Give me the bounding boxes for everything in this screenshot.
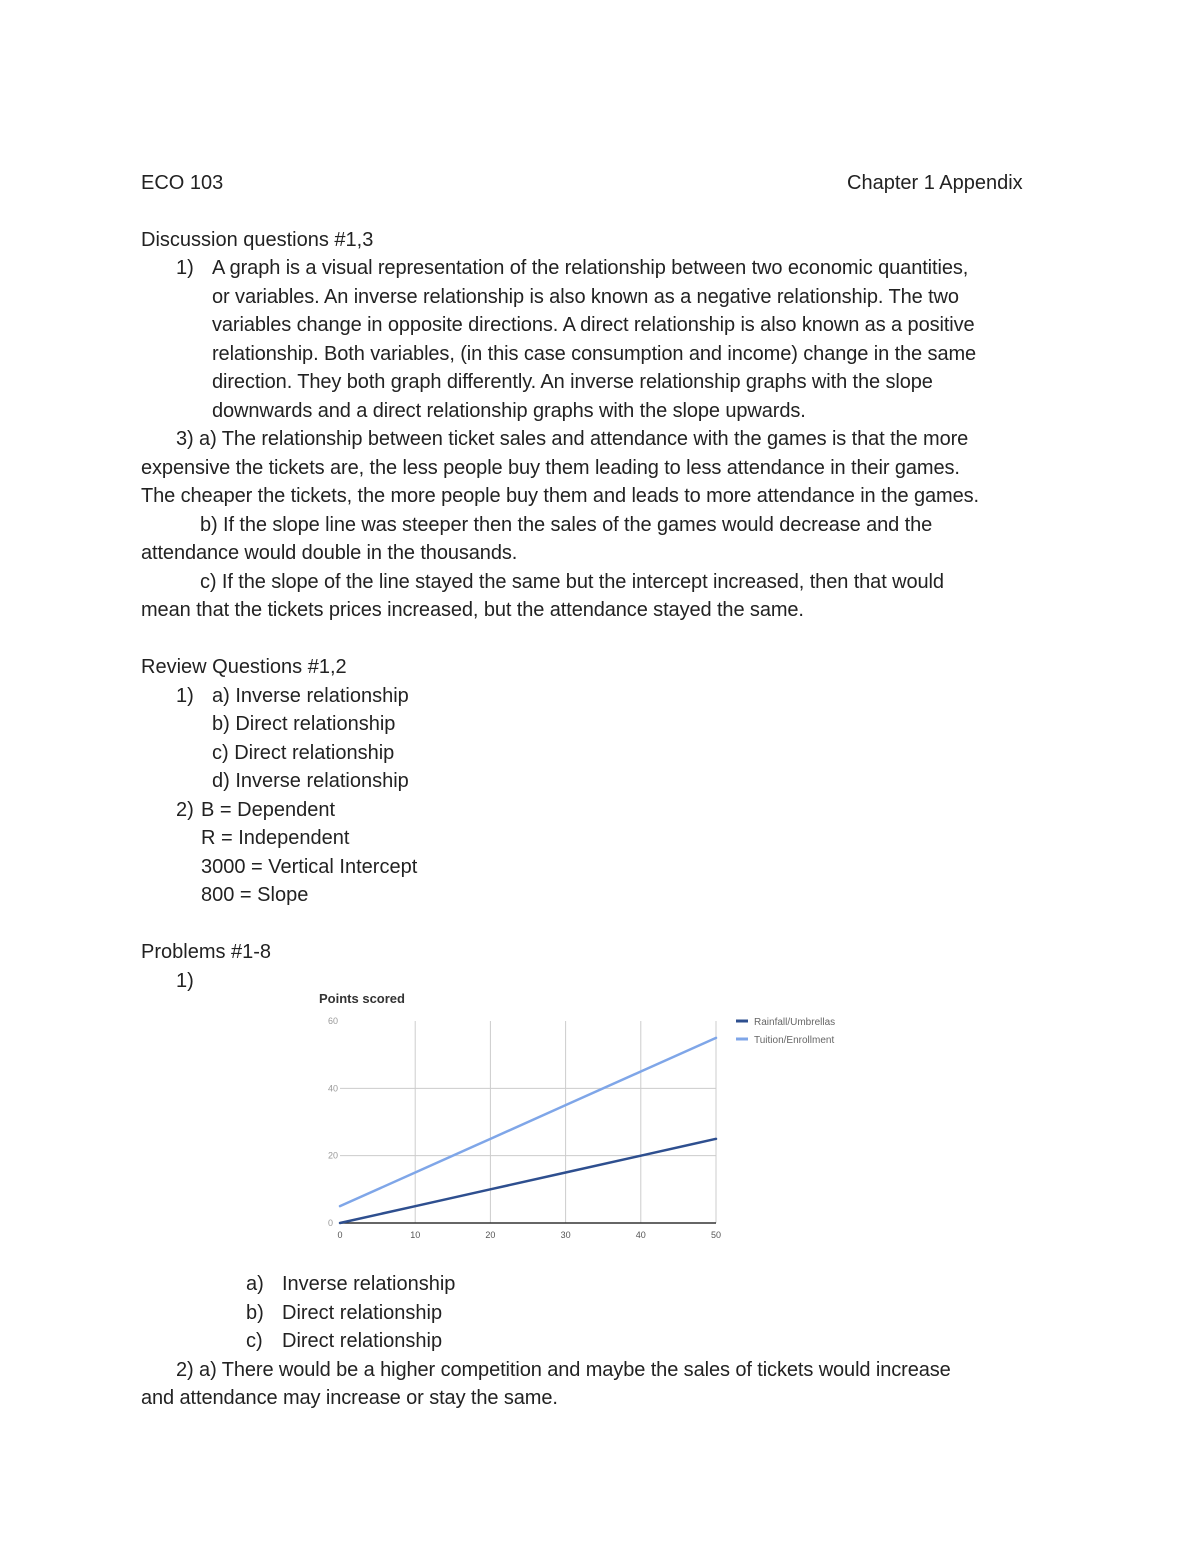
- p1-answer-text: Direct relationship: [282, 1302, 443, 1324]
- chart-x-tick-label: 0: [337, 1230, 343, 1240]
- p1-answer-marker: b): [246, 1302, 264, 1324]
- chart-legend-label: Tuition/Enrollment: [754, 1035, 835, 1046]
- review-q2-item: 800 = Slope: [201, 884, 309, 906]
- problems-p1-marker: 1): [176, 970, 194, 992]
- p1-answer-text: Direct relationship: [282, 1330, 443, 1352]
- p1-answer-text: Inverse relationship: [282, 1273, 456, 1295]
- chart-x-tick-label: 50: [710, 1230, 722, 1240]
- chart-x-tick-label: 20: [485, 1230, 496, 1240]
- chart-y-tick-label: 0: [328, 1218, 334, 1228]
- problems-p2-line: and attendance may increase or stay the same.: [141, 1387, 558, 1409]
- discussion-q1-line: A graph is a visual representation of the relationship between two economic quantities,: [212, 257, 969, 279]
- review-q2-item: R = Independent: [201, 827, 350, 849]
- p1-answer-marker: c): [246, 1330, 263, 1352]
- problems-heading: Problems #1-8: [141, 941, 272, 963]
- chapter-title: Chapter 1 Appendix: [847, 172, 1023, 194]
- discussion-q3b-line: b) If the slope line was steeper then the sales of the games would decrease and the: [200, 514, 933, 536]
- problems-p2-line: 2) a) There would be a higher competition and maybe the sales of tickets would increase: [176, 1359, 951, 1381]
- points-scored-chart: [310, 985, 870, 1245]
- discussion-q1-line: direction. They both graph differently. An inverse relationship graphs with the slope: [212, 371, 933, 393]
- review-q1-item: b) Direct relationship: [212, 713, 396, 735]
- review-q2-item: B = Dependent: [201, 799, 335, 821]
- chart-y-tick-label: 40: [328, 1083, 339, 1094]
- discussion-q1-line: variables change in opposite directions. A direct relationship is also known as a positive: [212, 314, 975, 336]
- review-heading: Review Questions #1,2: [141, 656, 347, 678]
- chart-title: Points scored: [319, 991, 405, 1006]
- chart-y-tick-label: 60: [328, 1016, 339, 1026]
- review-q1-item: d) Inverse relationship: [212, 770, 409, 792]
- p1-answer-marker: a): [246, 1273, 264, 1295]
- chart-x-tick-label: 40: [635, 1230, 646, 1240]
- discussion-q3c-line: mean that the tickets prices increased, but the attendance stayed the same.: [141, 599, 804, 621]
- chart-y-tick-label: 20: [328, 1150, 339, 1161]
- discussion-q3a-line: 3) a) The relationship between ticket sales and attendance with the games is that the more: [176, 428, 969, 450]
- course-code: ECO 103: [141, 172, 224, 194]
- review-q2-item: 3000 = Vertical Intercept: [201, 856, 418, 878]
- chart-x-tick-label: 10: [410, 1230, 421, 1240]
- discussion-q3a-line: The cheaper the tickets, the more people buy them and leads to more attendance in the games.: [141, 485, 979, 507]
- review-q1-marker: 1): [176, 685, 194, 707]
- review-q2-marker: 2): [176, 799, 194, 821]
- chart-x-tick-label: 30: [560, 1230, 571, 1240]
- discussion-q1-marker: 1): [176, 257, 194, 279]
- discussion-q3a-line: expensive the tickets are, the less people buy them leading to less attendance in their games.: [141, 457, 960, 479]
- review-q1-item: c) Direct relationship: [212, 742, 395, 764]
- discussion-heading: Discussion questions #1,3: [141, 229, 374, 251]
- discussion-q1-line: downwards and a direct relationship graphs with the slope upwards.: [212, 400, 806, 422]
- discussion-q1-line: or variables. An inverse relationship is also known as a negative relationship. The two: [212, 286, 959, 308]
- chart-legend-label: Rainfall/Umbrellas: [754, 1017, 836, 1028]
- discussion-q3b-line: attendance would double in the thousands.: [141, 542, 518, 564]
- review-q1-item: a) Inverse relationship: [212, 685, 409, 707]
- discussion-q3c-line: c) If the slope of the line stayed the same but the intercept increased, then that would: [200, 571, 944, 593]
- discussion-q1-line: relationship. Both variables, (in this case consumption and income) change in the same: [212, 343, 977, 365]
